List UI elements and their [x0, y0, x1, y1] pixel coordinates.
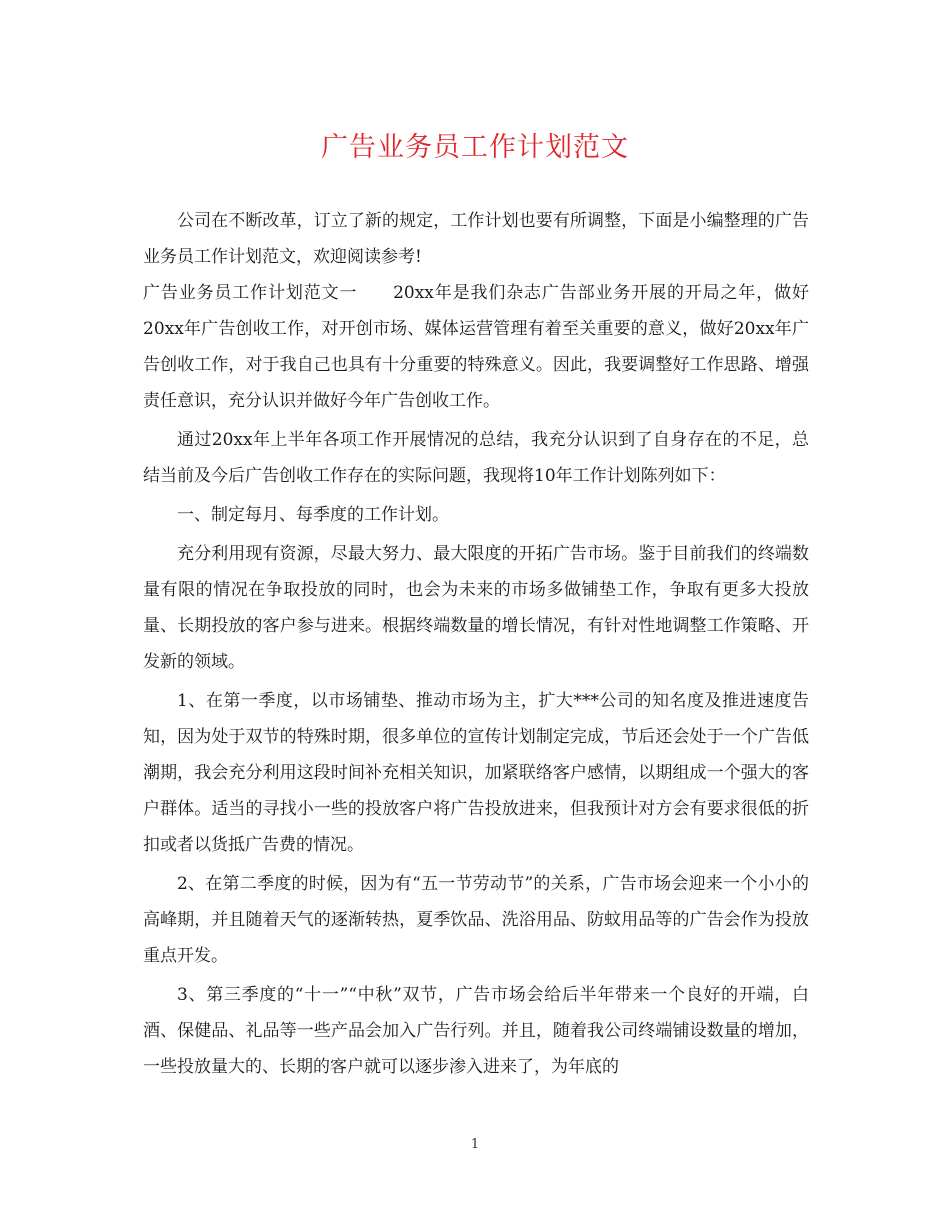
paragraph-quarter-three: 3、第三季度的“十一”“中秋”双节，广告市场会给后半年带来一个良好的开端，白酒、保健品、礼品等一些产品会加入广告行列。并且，随着我公司终端铺设数量的增加，一些投放量大的、长期的客户就可以逐步渗入进来了，为年底的: [143, 985, 809, 1077]
page-number: 1: [470, 1137, 480, 1152]
document-title: 广告业务员工作计划范文: [321, 132, 629, 163]
document-body: [143, 203, 809, 1085]
paragraph-quarter-one: 1、在第一季度，以市场铺垫、推动市场为主，扩大***公司的知名度及推进速度告知，因为处于双节的特殊时期，很多单位的宣传计划制定完成，节后还会处于一个广告低潮期，我会充分利用这段时间补充相关知识，加紧联络客户感情，以期组成一个强大的客户群体。适当的寻找小一些的投放客户将广告投放进来，但我预计对方会有要求很低的折扣或者以货抵广告费的情况。: [143, 691, 809, 855]
paragraph-intro: 公司在不断改革，订立了新的规定，工作计划也要有所调整，下面是小编整理的广告业务员工作计划范文，欢迎阅读参考!: [143, 211, 809, 267]
paragraph-summary: 通过20xx年上半年各项工作开展情况的总结，我充分认识到了自身存在的不足，总结当前及今后广告创收工作存在的实际问题，我现将10年工作计划陈列如下：: [143, 430, 809, 486]
paragraph-heading-one: 一、制定每月、每季度的工作计划。: [177, 505, 449, 525]
paragraph-quarter-two: 2、在第二季度的时候，因为有“五一节劳动节”的关系，广告市场会迎来一个小小的高峰期，并且随着天气的逐渐转热，夏季饮品、洗浴用品、防蚊用品等的广告会作为投放重点开发。: [143, 874, 809, 966]
paragraph-plan-one: 广告业务员工作计划范文一 20xx年是我们杂志广告部业务开展的开局之年，做好20xx年广告创收工作，对开创市场、媒体运营管理有着至关重要的意义，做好20xx年广告创收工作，对于我自己也具有十分重要的特殊意义。因此，我要调整好工作思路、增强责任意识，充分认识并做好今年广告创收工作。: [143, 283, 809, 411]
paragraph-resources: 充分利用现有资源，尽最大努力、最大限度的开拓广告市场。鉴于目前我们的终端数量有限的情况在争取投放的同时，也会为未来的市场多做铺垫工作，争取有更多大投放量、长期投放的客户参与进来。根据终端数量的增长情况，有针对性地调整工作策略、开发新的领域。: [143, 544, 809, 672]
